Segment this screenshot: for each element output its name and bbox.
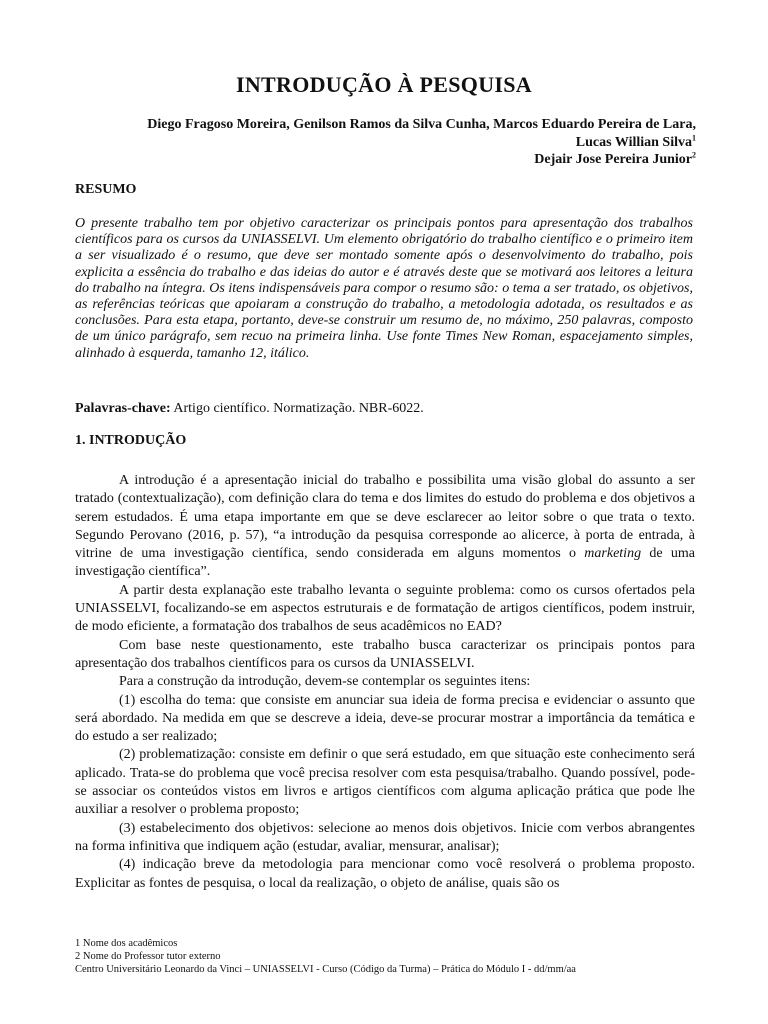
footnote-2: 2 Nome do Professor tutor externo <box>75 950 221 962</box>
paragraph-2: A partir desta explanação este trabalho levanta o seguinte problema: como os cursos ofertados pela UNIASSELVI, focalizando-se em aspectos estruturais e de formatação de artigos científicos, podem instruir, de modo eficiente, a formatação dos trabalhos de seus acadêmicos no EAD? <box>75 582 695 635</box>
authors-line-1: Diego Fragoso Moreira, Genilson Ramos da Silva Cunha, Marcos Eduardo Pereira de Lara, <box>147 117 696 132</box>
authors-line-3 <box>56 151 696 169</box>
resumo-heading: RESUMO <box>75 182 137 197</box>
authors-line-2 <box>56 134 696 152</box>
paragraph-item-4: (4) indicação breve da metodologia para mencionar como você resolverá o problema proposto. Explicitar as fontes de pesquisa, o local da realização, o objeto de análise, quais são os <box>75 857 695 891</box>
page-footer: Centro Universitário Leonardo da Vinci – UNIASSELVI - Curso (Código da Turma) – Prática do Módulo I - dd/mm/aa <box>75 964 576 975</box>
paragraph-item-2: (2) problematização: consiste em definir o que será estudado, em que situação este conhecimento será aplicado. Trata-se do problema que você precisa resolver com esta pesquisa/trabalho. Quando possível, pode-se associar os conteúdos vistos em livros e artigos científicos com alguma aplicação prática que pode lhe auxiliar a resolver o problema proposto; <box>75 747 695 818</box>
keywords-line <box>75 401 693 417</box>
paragraph-1-part-b: de uma investigação científica”. <box>75 546 695 580</box>
author-name-lucas: Lucas Willian Silva <box>575 134 692 150</box>
footnote-ref-2: 2 <box>692 150 696 160</box>
document-title: INTRODUÇÃO À PESQUISA <box>235 72 532 97</box>
paragraph-1-part-a: A introdução é a apresentação inicial do trabalho e possibilita uma visão global do assunto a ser tratado (contextualização), com definição clara do tema e dos limites do estudo do problema e dos objetivos a serem estudados. É uma etapa importante em que se deve esclarecer ao leitor sobre o que trata o texto. Segundo Perovano (2016, p. 57), “a introdução da pesquisa corresponde ao alicerce, à porta de entrada, à vitrine de uma investigação científica, sendo considerada em alguns momentos o <box>75 473 695 562</box>
paragraph-4: Para a construção da introdução, devem-se contemplar os seguintes itens: <box>119 674 531 690</box>
keywords-label: Palavras-chave: <box>75 401 171 416</box>
paragraph-item-3: (3) estabelecimento dos objetivos: selecione ao menos dois objetivos. Inicie com verbos abrangentes na forma infinitiva que indiquem ação (estudar, avaliar, mensurar, analisar); <box>75 820 695 854</box>
footnote-ref-1: 1 <box>692 132 696 142</box>
paragraph-1 <box>75 472 695 582</box>
author-name-dejair: Dejair Jose Pereira Junior <box>534 152 692 167</box>
footnote-1: 1 Nome dos acadêmicos <box>75 938 178 949</box>
introducao-body <box>75 472 695 893</box>
introducao-heading: 1. INTRODUÇÃO <box>75 433 187 448</box>
paragraph-1-emphasis: marketing <box>584 546 642 562</box>
resumo-text: O presente trabalho tem por objetivo caracterizar os principais pontos para apresentação dos trabalhos científicos para os cursos da UNIASSELVI. Um elemento obrigatório do trabalho científico e o primeiro item a ser visualizado é o resumo, que deve ser montado somente após o desenvolvimento do trabalho, pois explicita a essência do trabalho e das ideias do autor e é através deste que se motivará aos leitores a leitura do trabalho na íntegra. Os itens indispensáveis para compor o resumo são: o tema a ser tratado, os objetivos, as referências teóricas que apoiaram a construção do trabalho, a metodologia adotada, os resultados e as conclusões. Para esta etapa, portanto, deve-se construir um resumo de, no máximo, 250 palavras, composto de um único parágrafo, sem recuo na primeira linha. Use fonte Times New Roman, espacejamento simples, alinhado à esquerda, tamanho 12, itálico. <box>75 216 693 361</box>
paragraph-item-1: (1) escolha do tema: que consiste em anunciar sua ideia de forma precisa e evidenciar o assunto que será abordado. Na medida em que se descreve a ideia, deve-se procurar mostrar a importância da temática e do estudo a ser realizado; <box>75 692 695 745</box>
keywords-value: Artigo científico. Normatização. NBR-6022. <box>173 401 424 416</box>
footnotes <box>75 938 221 963</box>
authors-block <box>56 116 696 169</box>
paragraph-3: Com base neste questionamento, este trabalho busca caracterizar os principais pontos para apresentação dos trabalhos científicos para os cursos da UNIASSELVI. <box>75 637 695 671</box>
